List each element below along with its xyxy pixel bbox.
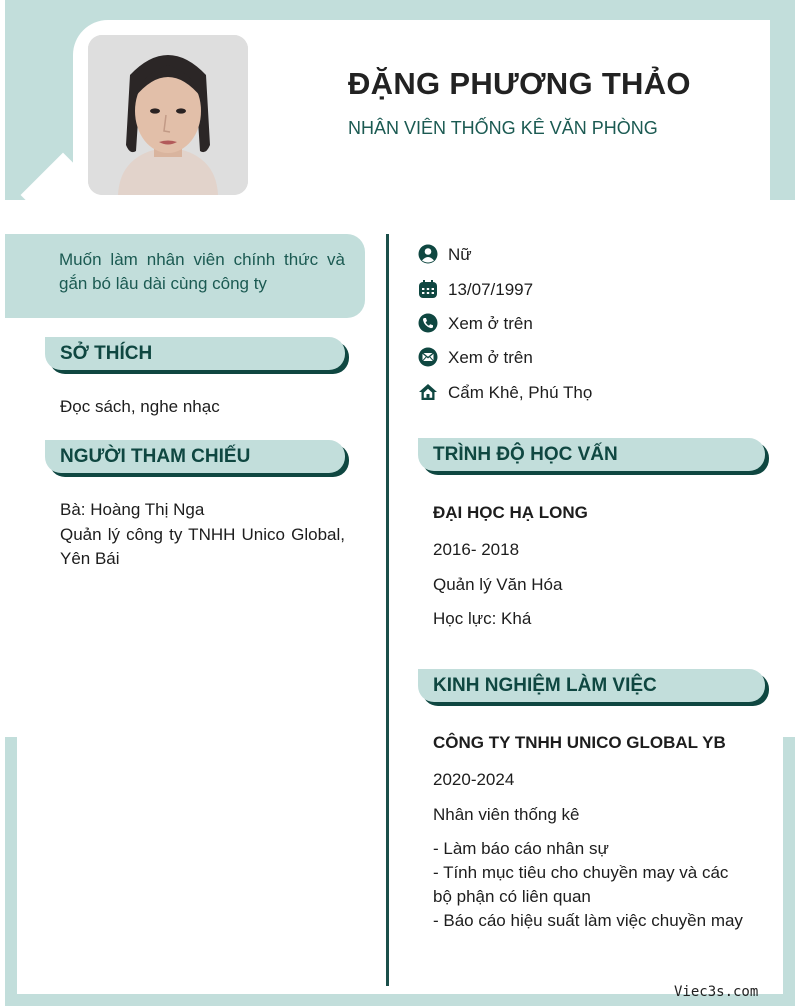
- gender-value: Nữ: [448, 245, 472, 264]
- candidate-name: ĐẶNG PHƯƠNG THẢO: [348, 66, 691, 101]
- reference-detail: Quản lý công ty TNHH Unico Global, Yên Bái: [60, 525, 345, 568]
- mail-icon: [418, 347, 438, 367]
- calendar-icon: [418, 279, 438, 299]
- reference-name: Bà: Hoàng Thị Nga: [60, 500, 205, 519]
- career-objective: Muốn làm nhân viên chính thức và gắn bó lâu dài cùng công ty: [5, 234, 365, 318]
- education-grade: Học lực: Khá: [433, 609, 532, 628]
- duty-item: - Tính mục tiêu cho chuyền may và các bộ phận có liên quan: [433, 863, 729, 906]
- education-heading: TRÌNH ĐỘ HỌC VẤN: [418, 438, 765, 471]
- company-name: CÔNG TY TNHH UNICO GLOBAL YB: [433, 733, 726, 752]
- experience-duties: [433, 837, 748, 933]
- education-years: 2016- 2018: [433, 540, 520, 559]
- left-border-decoration: [5, 737, 17, 1006]
- right-border-decoration: [783, 737, 795, 1006]
- education-major: Quản lý Văn Hóa: [433, 575, 563, 594]
- hobbies-text: Đọc sách, nghe nhạc: [60, 397, 220, 416]
- email-value: Xem ở trên: [448, 348, 533, 367]
- user-icon: [418, 244, 438, 264]
- duty-item: - Làm báo cáo nhân sự: [433, 839, 609, 858]
- phone-value: Xem ở trên: [448, 314, 533, 333]
- home-icon: [418, 382, 438, 402]
- phone-icon: [418, 313, 438, 333]
- references-heading: NGƯỜI THAM CHIẾU: [45, 440, 345, 473]
- column-divider: [386, 234, 389, 986]
- experience-years: 2020-2024: [433, 770, 515, 789]
- header-separator: [5, 200, 795, 234]
- duty-item: - Báo cáo hiệu suất làm việc chuyền may: [433, 911, 743, 930]
- address-value: Cẩm Khê, Phú Thọ: [448, 383, 593, 402]
- profile-photo: [88, 35, 248, 195]
- experience-position: Nhân viên thống kê: [433, 805, 580, 824]
- experience-heading: KINH NGHIỆM LÀM VIỆC: [418, 669, 765, 702]
- birthday-value: 13/07/1997: [448, 280, 534, 299]
- school-name: ĐẠI HỌC HẠ LONG: [433, 503, 588, 522]
- hobbies-heading: SỞ THÍCH: [45, 337, 345, 370]
- job-title: NHÂN VIÊN THỐNG KÊ VĂN PHÒNG: [348, 118, 658, 138]
- watermark: Viec3s.com: [674, 984, 759, 1000]
